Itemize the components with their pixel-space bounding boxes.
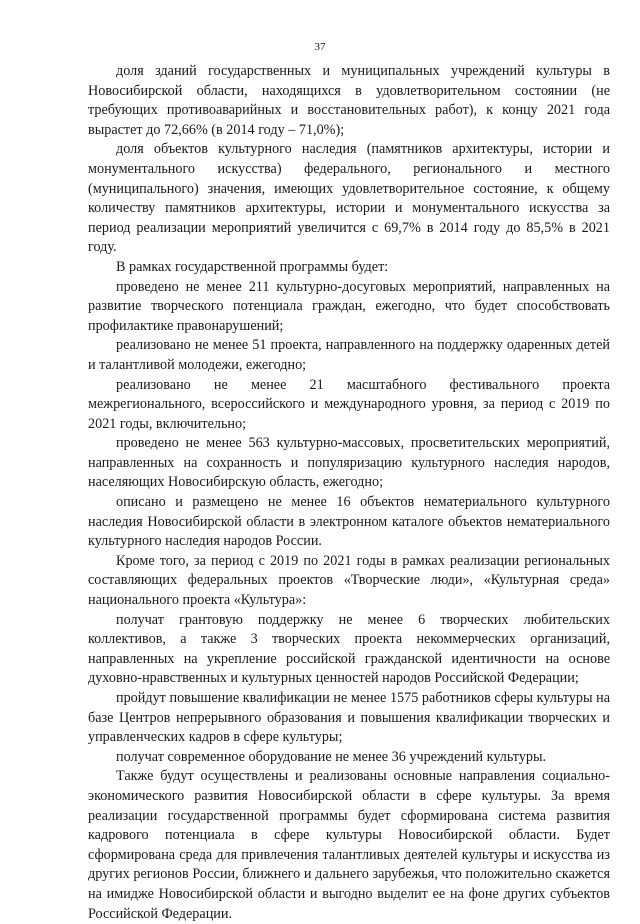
paragraph: получат современное оборудование не менее 36 учреждений культуры. bbox=[116, 748, 547, 765]
paragraph: проведено не менее 563 культурно-массовых, просветительских мероприятий, направленных на сохранность и популяризацию культурного наследия народов, населяющих Новосибирскую область, ежегодно; bbox=[88, 435, 610, 491]
paragraph: доля объектов культурного наследия (памятников архитектуры, истории и монументального искусства) федерального, регионального и местного (муниципального) значения, имеющих удовлетворительное состояние, к общему количеству памятников архитектуры, истории и монументального искусства за период реализации мероприятий увеличится с 69,7% в 2014 году до 85,5% в 2021 году. bbox=[88, 141, 610, 256]
page-number: 37 bbox=[314, 41, 326, 53]
paragraph: реализовано не менее 51 проекта, направленного на поддержку одаренных детей и талантливой молодежи, ежегодно; bbox=[88, 337, 610, 373]
paragraph: В рамках государственной программы будет: bbox=[116, 258, 389, 275]
paragraph: описано и размещено не менее 16 объектов нематериального культурного наследия Новосибирской области в электронном каталоге объектов нематериального культурного наследия народов России. bbox=[88, 494, 610, 550]
paragraph: доля зданий государственных и муниципальных учреждений культуры в Новосибирской области, находящихся в удовлетворительном состоянии (не требующих противоаварийных и восстановительных работ), к концу 2021 года вырастет до 72,66% (в 2014 году – 71,0%); bbox=[88, 63, 610, 138]
paragraph: Также будут осуществлены и реализованы основные направления социально-экономического развития Новосибирской области в сфере культуры. За время реализации государственной программы будет сформирована система развития кадрового потенциала в сфере культуры Новосибирской области. Будет сформирована среда для привлечения талантливых деятелей культуры и искусства из других регионов России, ближнего и дальнего зарубежья, что положительно скажется на имидже Новосибирской области и выгодно выделит ее на фоне других субъектов Российской Федерации. bbox=[88, 768, 610, 922]
document-body bbox=[88, 62, 610, 924]
paragraph: пройдут повышение квалификации не менее 1575 работников сферы культуры на базе Центров непрерывного образования и повышения квалификации творческих и управленческих кадров в сфере культуры; bbox=[88, 690, 610, 746]
paragraph: получат грантовую поддержку не менее 6 творческих любительских коллективов, а также 3 творческих проекта некоммерческих организаций, направленных на укрепление российской гражданской идентичности на основе духовно-нравственных и культурных ценностей народов Российской Федерации; bbox=[88, 611, 610, 687]
paragraph: Кроме того, за период с 2019 по 2021 годы в рамках реализации региональных составляющих федеральных проектов «Творческие люди», «Культурная среда» национального проекта «Культура»: bbox=[88, 552, 610, 609]
paragraph: реализовано не менее 21 масштабного фестивального проекта межрегионального, всероссийского и международного уровня, за период с 2019 по 2021 годы, включительно; bbox=[88, 376, 610, 432]
paragraph: проведено не менее 211 культурно-досуговых мероприятий, направленных на развитие творческого потенциала граждан, ежегодно, что будет способствовать профилактике правонарушений; bbox=[88, 278, 610, 334]
